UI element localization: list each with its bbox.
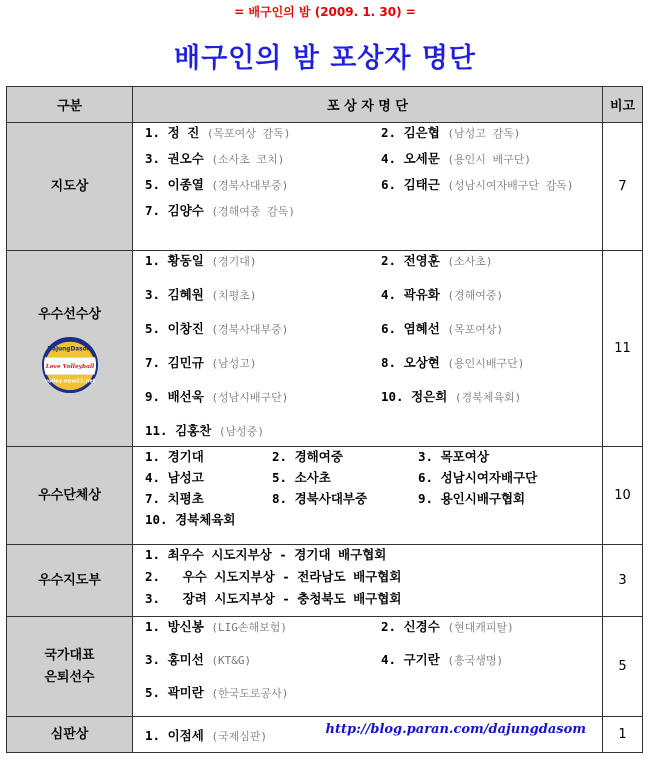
list-item: 5. 이종열 (경북사대부중) — [145, 177, 289, 192]
category-best-player-award: 우수선수상 DajungDasom Love Volleyball volley.new21.net — [7, 251, 133, 447]
list-item: 4. 남성고 — [145, 470, 204, 485]
list-item: 8. 오상현 (용인시배구단) — [381, 355, 525, 370]
header-category: 구분 — [7, 87, 133, 123]
list-item: 6. 염혜선 (목포여상) — [381, 321, 504, 336]
list-item: 6. 김태근 (성남시여자배구단 감독) — [381, 177, 574, 192]
list-item: 5. 이창진 (경북사대부중) — [145, 321, 289, 336]
event-subtitle: = 배구인의 밤 (2009. 1. 30) = — [234, 5, 416, 19]
page-title: 배구인의 밤 포상자 명단 — [173, 43, 477, 74]
list-item: 9. 용인시배구협회 — [418, 491, 526, 506]
referee-award-count: 1 — [603, 717, 643, 753]
coach-award-count: 7 — [603, 123, 643, 251]
awards-table — [6, 86, 643, 753]
list-item: 4. 구기란 (흥국생명) — [381, 652, 504, 667]
table-row — [7, 251, 643, 447]
best-team-count: 10 — [603, 447, 643, 545]
table-row — [7, 617, 643, 717]
list-item: 5. 소사초 — [272, 470, 331, 485]
category-referee-award: 심판상 — [7, 717, 133, 753]
list-item: 4. 오세문 (용인시 배구단) — [381, 151, 531, 166]
table-header-row — [7, 87, 643, 123]
list-item: 2. 신경수 (현대캐피탈) — [381, 619, 514, 634]
list-item: 9. 배선욱 (성남시배구단) — [145, 389, 289, 404]
retired-player-count: 5 — [603, 617, 643, 717]
list-item: 3. 홍미선 (KT&G) — [145, 652, 252, 667]
referee-award-names — [133, 717, 603, 753]
coach-award-names — [133, 123, 603, 251]
table-row — [7, 717, 643, 753]
list-item: 8. 경북사대부중 — [272, 491, 368, 506]
list-item: 10. 정은희 (경북체육회) — [381, 389, 522, 404]
header-note: 비고 — [603, 87, 643, 123]
list-item: 1. 최우수 시도지부상 - 경기대 배구협회 — [145, 547, 387, 562]
list-item: 1. 경기대 — [145, 449, 204, 464]
header-names: 포 상 자 명 단 — [133, 87, 603, 123]
list-item: 7. 김양수 (경해여중 감독) — [145, 203, 295, 218]
list-item: 10. 경북체육회 — [145, 512, 236, 527]
list-item: 2. 우수 시도지부상 - 전라남도 배구협회 — [145, 569, 402, 584]
list-item: 3. 목포여상 — [418, 449, 489, 464]
blog-url-link[interactable]: http://blog.paran.com/dajungdasom — [325, 722, 586, 737]
retired-player-names — [133, 617, 603, 717]
list-item: 1. 황동일 (경기대) — [145, 253, 257, 268]
category-retired-national-players: 국가대표 은퇴선수 — [7, 617, 133, 717]
category-coach-award: 지도상 — [7, 123, 133, 251]
best-player-names — [133, 251, 603, 447]
table-row — [7, 447, 643, 545]
best-player-count: 11 — [603, 251, 643, 447]
list-item: 11. 김홍찬 (남성중) — [145, 423, 264, 438]
list-item: 1. 이점세 (국제심판) — [145, 727, 268, 743]
logo-top-text: DajungDasom — [46, 346, 93, 352]
list-item: 3. 권오수 (소사초 코치) — [145, 151, 285, 166]
best-branch-count: 3 — [603, 545, 643, 617]
list-item: 7. 김민규 (남성고) — [145, 355, 257, 370]
category-best-branch-award: 우수지도부 — [7, 545, 133, 617]
table-row — [7, 123, 643, 251]
logo-bottom-text: volley.new21.net — [44, 377, 95, 384]
logo-mid-text: Love Volleyball — [45, 363, 94, 370]
list-item: 5. 곽미란 (한국도로공사) — [145, 685, 289, 700]
list-item: 3. 김혜원 (치평초) — [145, 287, 257, 302]
list-item: 2. 전영훈 (소사초) — [381, 253, 493, 268]
list-item: 2. 경해여중 — [272, 449, 343, 464]
table-row — [7, 545, 643, 617]
list-item: 3. 장려 시도지부상 - 충청북도 배구협회 — [145, 591, 402, 606]
list-item: 6. 성남시여자배구단 — [418, 470, 538, 485]
list-item: 2. 김은협 (남성고 감독) — [381, 125, 521, 140]
list-item: 1. 정 진 (목포여상 감독) — [145, 125, 291, 140]
best-branch-names — [133, 545, 603, 617]
volleyball-logo — [41, 336, 99, 394]
best-team-names — [133, 447, 603, 545]
list-item: 4. 곽유화 (경해여중) — [381, 287, 504, 302]
list-item: 7. 치평초 — [145, 491, 204, 506]
category-best-team-award: 우수단체상 — [7, 447, 133, 545]
list-item: 1. 방신봉 (LIG손해보험) — [145, 619, 287, 634]
